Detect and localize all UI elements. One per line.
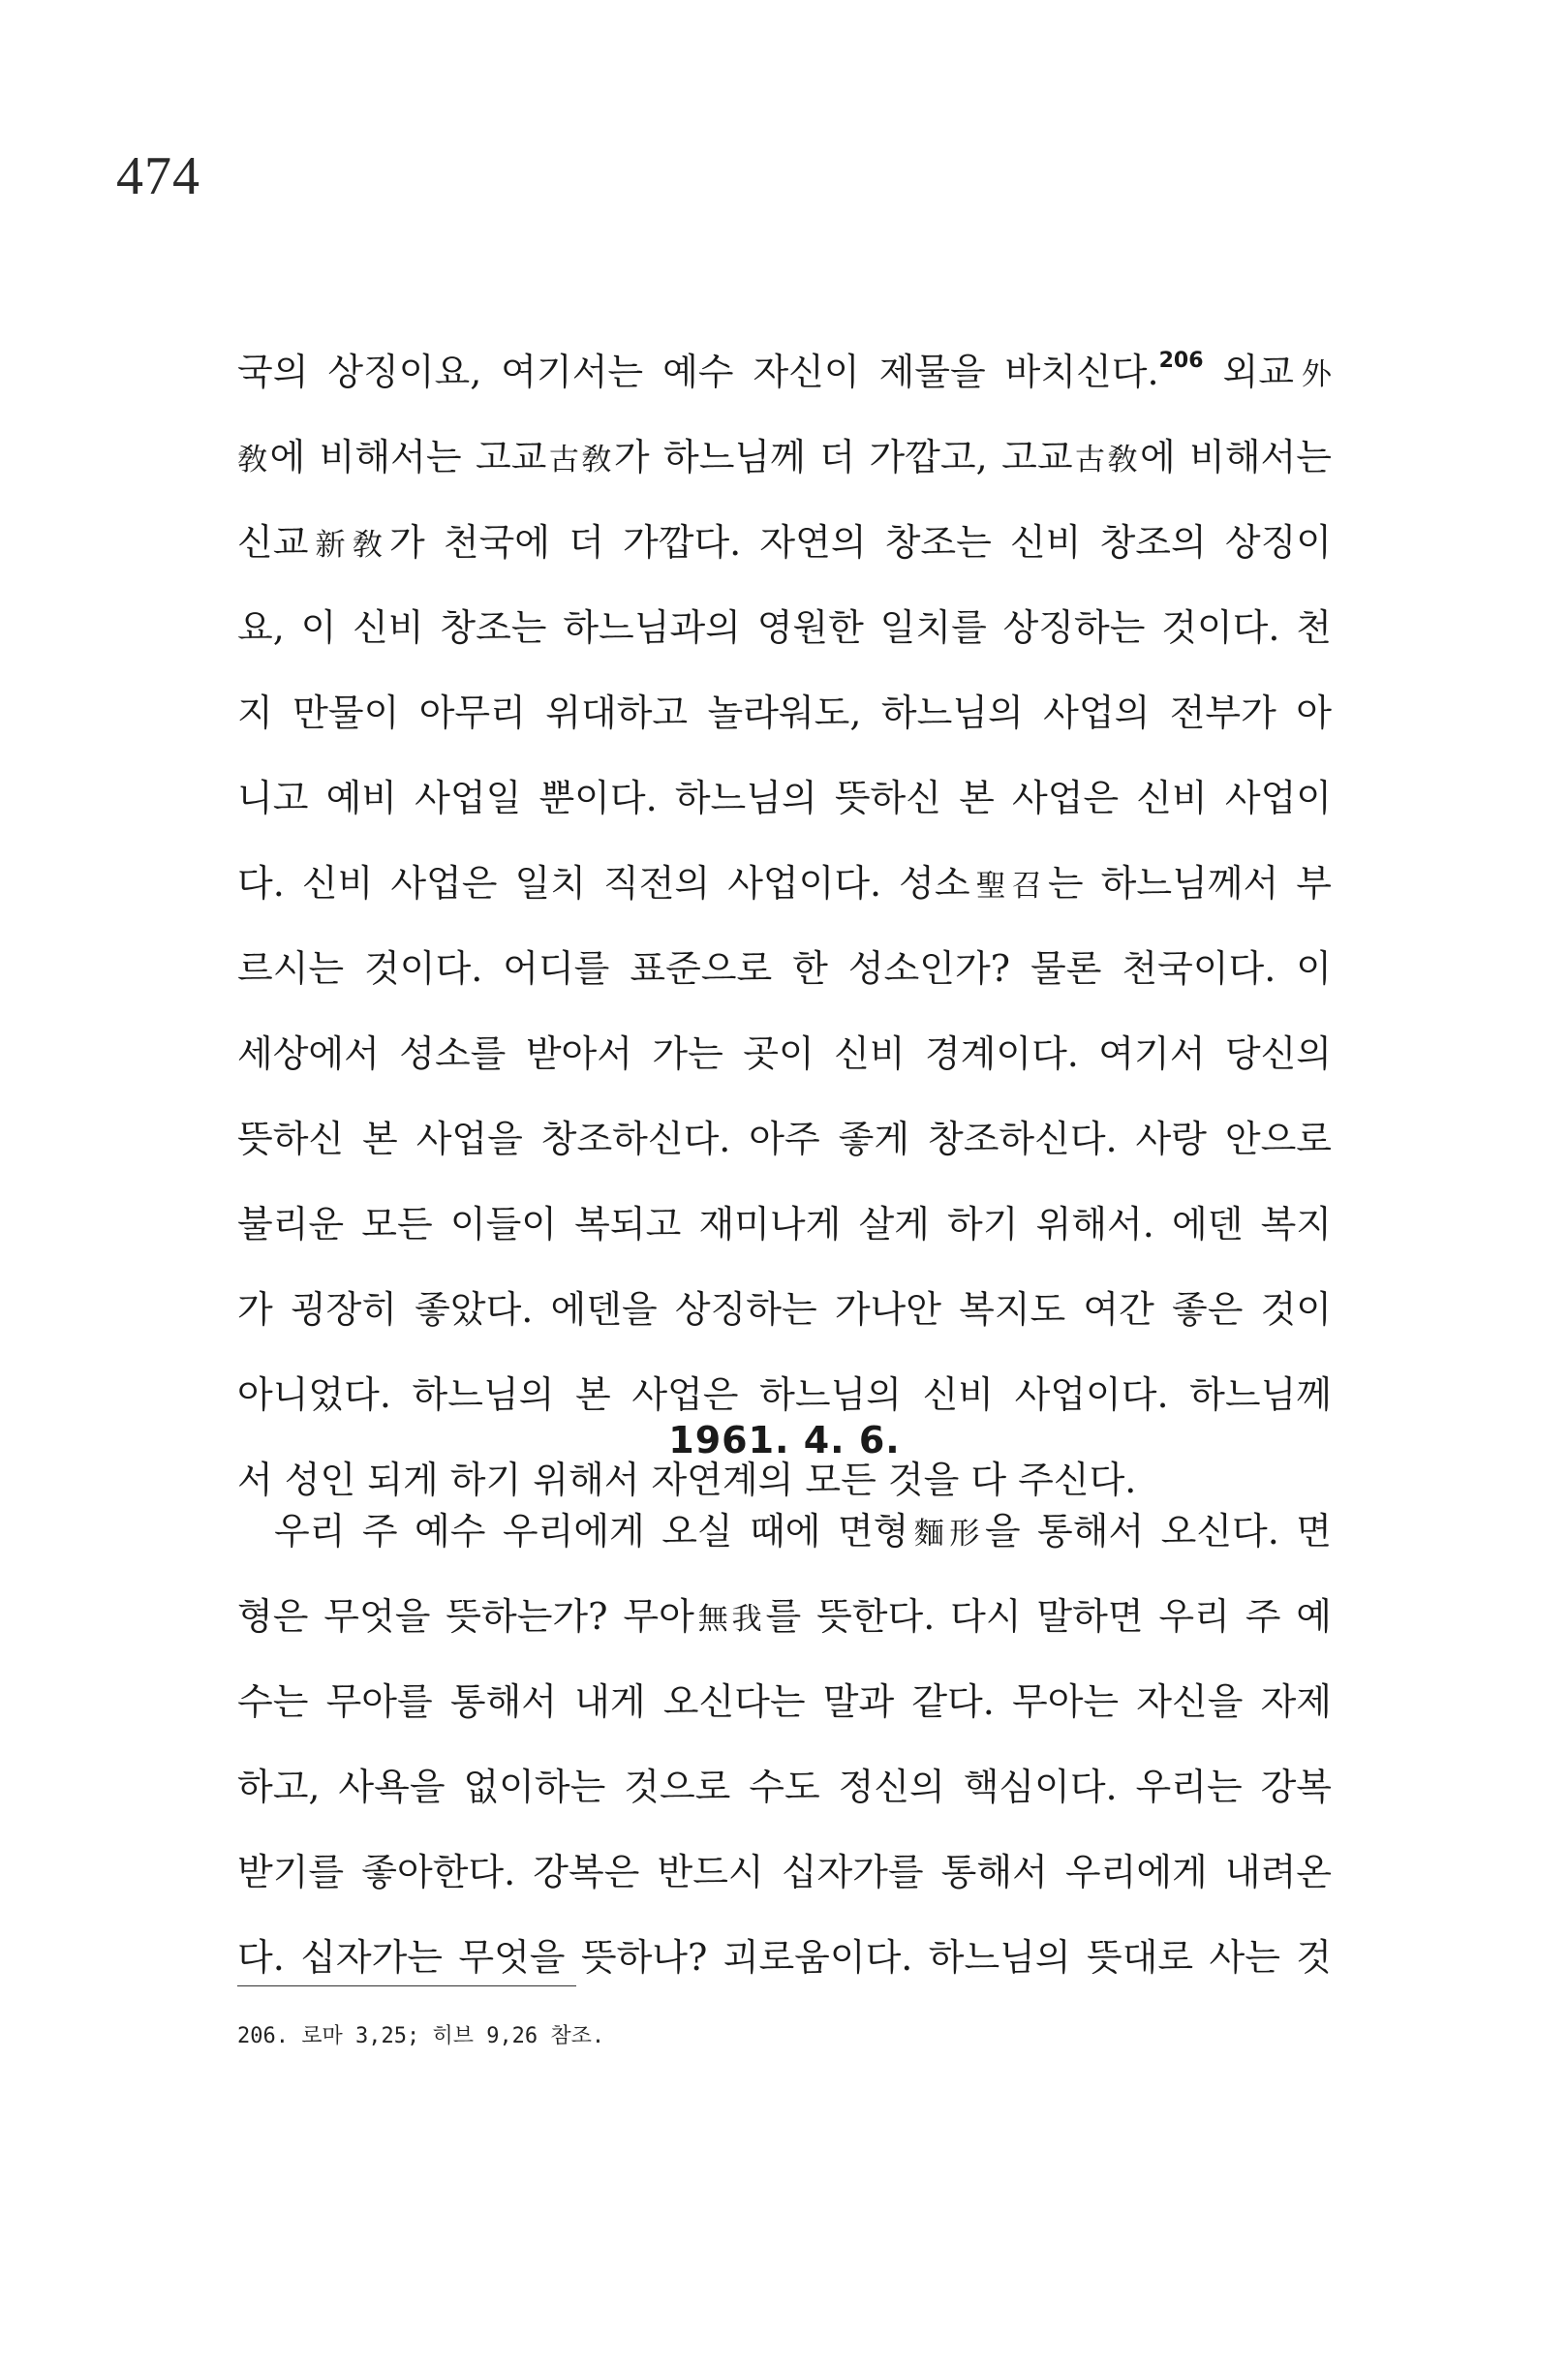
text-segment: 불리운 모든 이들이 복되고 재미나게 살게 하기 위해서. 에덴 복지 xyxy=(237,1203,1332,1246)
text-segment: 을 통해서 오신다. 면 xyxy=(984,1510,1332,1553)
text-line xyxy=(237,1096,1332,1182)
text-segment: 수는 무아를 통해서 내게 오신다는 말과 같다. 무아는 자신을 자제 xyxy=(237,1680,1332,1723)
text-line xyxy=(237,926,1332,1011)
footnote: 206. 로마 3,25; 히브 9,26 참조. xyxy=(237,2024,605,2048)
text-segment: 국의 상징이요, 여기서는 예수 자신이 제물을 바치신다. xyxy=(237,351,1159,393)
text-segment: 지 만물이 아무리 위대하고 놀라워도, 하느님의 사업의 전부가 아 xyxy=(237,692,1332,734)
text-line xyxy=(237,415,1332,500)
text-segment: 가 하느님께 더 가깝고, 고교 xyxy=(613,436,1073,478)
text-segment: 니고 예비 사업일 뿐이다. 하느님의 뜻하신 본 사업은 신비 사업이 xyxy=(237,777,1332,819)
text-segment: 가 천국에 더 가깝다. 자연의 창조는 신비 창조의 상징이 xyxy=(389,521,1332,564)
text-segment: 아니었다. 하느님의 본 사업은 하느님의 신비 사업이다. 하느님께 xyxy=(237,1373,1332,1416)
text-line xyxy=(237,1011,1332,1096)
hanja-gloss: 無我 xyxy=(693,1602,766,1637)
text-line xyxy=(237,1915,1332,2000)
text-segment: 뜻하신 본 사업을 창조하신다. 아주 좋게 창조하신다. 사랑 안으로 xyxy=(237,1118,1332,1160)
text-segment: 받기를 좋아한다. 강복은 반드시 십자가를 통해서 우리에게 내려온 xyxy=(237,1851,1332,1893)
page-number: 474 xyxy=(116,146,200,206)
hanja-gloss: 古敎 xyxy=(546,443,614,477)
text-segment: 르시는 것이다. 어디를 표준으로 한 성소인가? 물론 천국이다. 이 xyxy=(237,947,1332,990)
text-segment: 외교 xyxy=(1203,351,1294,393)
text-line xyxy=(237,1659,1332,1744)
text-line xyxy=(237,1182,1332,1267)
text-line xyxy=(237,670,1332,755)
text-line xyxy=(237,1489,1332,1574)
text-segment: 세상에서 성소를 받아서 가는 곳이 신비 경계이다. 여기서 당신의 xyxy=(237,1032,1332,1075)
paragraph-1 xyxy=(237,329,1332,1522)
hanja-gloss: 敎 xyxy=(237,443,270,477)
text-line xyxy=(237,1574,1332,1659)
date-heading: 1961. 4. 6. xyxy=(668,1419,901,1461)
text-segment: 다. 십자가는 무엇을 뜻하나? 괴로움이다. 하느님의 뜻대로 사는 것 xyxy=(237,1936,1332,1979)
footnote-divider xyxy=(237,1985,576,1986)
text-segment: 하고, 사욕을 없이하는 것으로 수도 정신의 핵심이다. 우리는 강복 xyxy=(237,1766,1332,1808)
hanja-gloss: 聖召 xyxy=(969,869,1048,904)
hanja-gloss: 新敎 xyxy=(308,528,389,563)
text-segment: 형은 무엇을 뜻하는가? 무아 xyxy=(237,1595,694,1638)
hanja-gloss: 外 xyxy=(1293,357,1332,392)
text-line xyxy=(237,329,1332,415)
paragraph-2 xyxy=(237,1489,1332,2000)
text-segment: 우리 주 예수 우리에게 오실 때에 면형 xyxy=(274,1510,909,1553)
text-segment: 에 비해서는 xyxy=(1139,436,1332,478)
text-segment: 서 성인 되게 하기 위해서 자연계의 모든 것을 다 주신다. xyxy=(237,1459,1137,1501)
text-line xyxy=(237,500,1332,585)
text-line xyxy=(237,1744,1332,1830)
text-segment: 는 하느님께서 부 xyxy=(1047,862,1332,905)
text-segment: 요, 이 신비 창조는 하느님과의 영원한 일치를 상징하는 것이다. 천 xyxy=(237,606,1332,649)
text-line xyxy=(237,585,1332,670)
text-line xyxy=(237,841,1332,926)
footnote-reference: 206 xyxy=(1158,349,1204,373)
text-segment: 다. 신비 사업은 일치 직전의 사업이다. 성소 xyxy=(237,862,970,905)
text-segment: 가 굉장히 좋았다. 에덴을 상징하는 가나안 복지도 여간 좋은 것이 xyxy=(237,1288,1332,1331)
text-segment: 신교 xyxy=(237,521,309,564)
text-line xyxy=(237,755,1332,841)
text-segment: 에 비해서는 고교 xyxy=(269,436,547,478)
text-line xyxy=(237,1830,1332,1915)
hanja-gloss: 麵形 xyxy=(908,1517,985,1552)
hanja-gloss: 古敎 xyxy=(1072,443,1140,477)
text-line xyxy=(237,1267,1332,1352)
text-segment: 를 뜻한다. 다시 말하면 우리 주 예 xyxy=(765,1595,1332,1638)
